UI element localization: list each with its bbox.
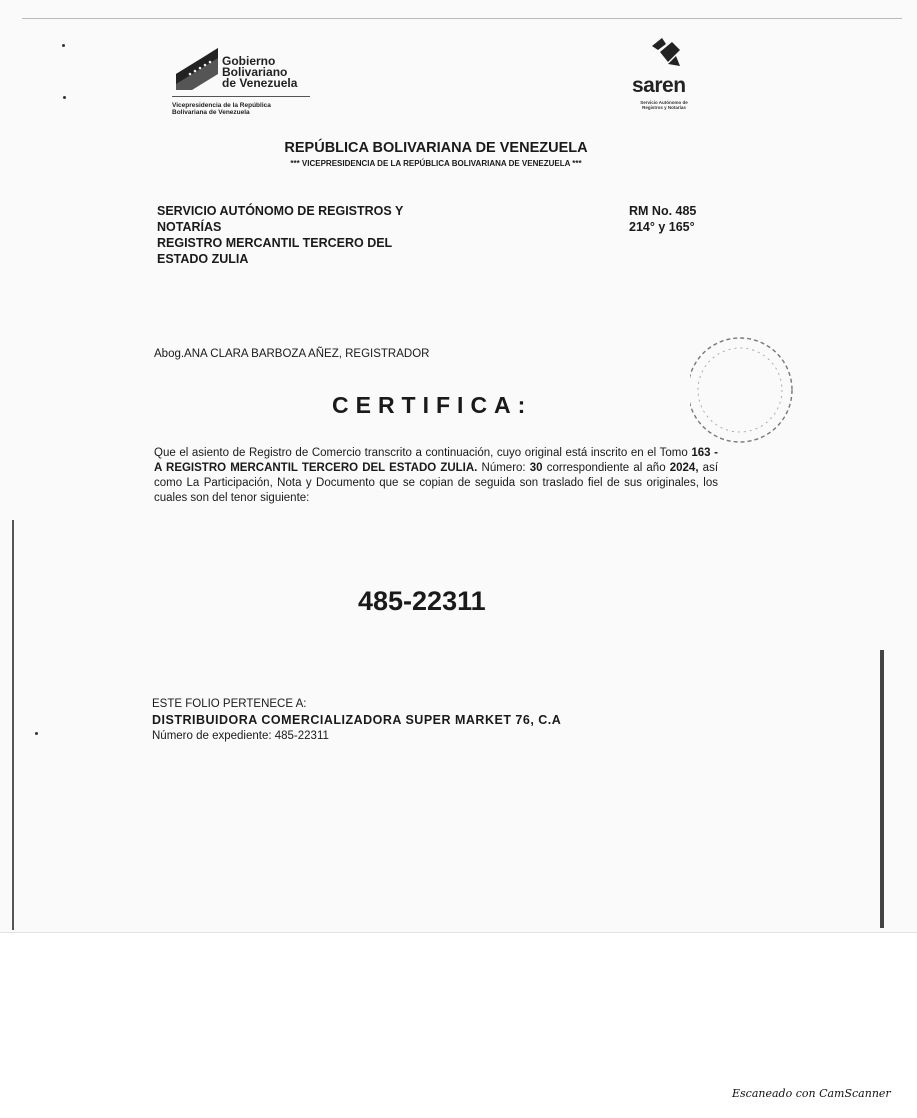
camscanner-footer: Escaneado con CamScanner: [732, 1087, 891, 1100]
gov-flag-emblem-icon: [172, 44, 220, 92]
gov-logo-sub2: Bolivariana de Venezuela: [172, 109, 250, 116]
record-number: 485-22311: [358, 586, 486, 616]
body-text-1: Que el asiento de Registro de Comercio transcrito a continuación, cuyo original está inscrito en el Tomo: [154, 447, 688, 459]
folio-label: ESTE FOLIO PERTENECE A:: [152, 698, 307, 710]
scan-dot-2: [63, 96, 66, 99]
rm-number: RM No. 485: [629, 204, 697, 218]
certifica-heading: CERTIFICA:: [332, 392, 533, 418]
gov-logo: [172, 44, 317, 124]
document-subtitle: *** VICEPRESIDENCIA DE LA REPÚBLICA BOLIVARIANA DE VENEZUELA ***: [290, 159, 582, 168]
document-title: REPÚBLICA BOLIVARIANA DE VENEZUELA: [284, 140, 588, 156]
saren-sub2: Registros y Notarías: [642, 105, 686, 110]
folio-expediente: Número de expediente: 485-22311: [152, 730, 329, 742]
body-numero: 30: [529, 462, 543, 474]
gov-logo-rule: [172, 96, 310, 97]
saren-wordmark: saren: [632, 74, 686, 97]
scan-dot-1: [62, 44, 65, 47]
body-text-2: Número:: [481, 462, 526, 474]
scan-edge-line: [22, 18, 902, 19]
body-text-4: así como La Participación, Nota y Documento que se copian de seguida son traslado fiel de sus originales, los cuales son del tenor siguiente:: [154, 462, 719, 504]
body-tomo: 163 - A REGISTRO MERCANTIL TERCERO DEL ESTADO ZULIA.: [154, 447, 718, 474]
scan-edge-left: [12, 520, 14, 930]
body-anio: 2024,: [669, 462, 699, 474]
registry-seal-icon: [690, 330, 810, 450]
saren-emblem-icon: [646, 36, 686, 72]
body-text-3: correspondiente al año: [546, 462, 666, 474]
saren-sub1: Servicio Autónomo de: [640, 100, 688, 105]
office-line2: NOTARÍAS: [157, 220, 222, 234]
scan-dot-3: [35, 732, 38, 735]
folio-company: DISTRIBUIDORA COMERCIALIZADORA SUPER MARKET 76, C.A: [152, 713, 562, 727]
gov-logo-line1: Gobierno: [222, 54, 276, 68]
scan-edge-right: [880, 650, 884, 928]
registrar-line: Abog.ANA CLARA BARBOZA AÑEZ, REGISTRADOR: [154, 348, 430, 360]
office-line4: ESTADO ZULIA: [157, 252, 249, 266]
office-line1: SERVICIO AUTÓNOMO DE REGISTROS Y: [157, 204, 404, 218]
gov-logo-line2: Bolivariano: [222, 65, 288, 79]
saren-logo: [628, 36, 708, 126]
gov-logo-line3: de Venezuela: [222, 76, 298, 90]
office-line3: REGISTRO MERCANTIL TERCERO DEL: [157, 236, 393, 250]
rm-years: 214° y 165°: [629, 220, 695, 234]
gov-logo-sub1: Vicepresidencia de la República: [172, 102, 271, 109]
certification-paragraph: [154, 446, 718, 506]
